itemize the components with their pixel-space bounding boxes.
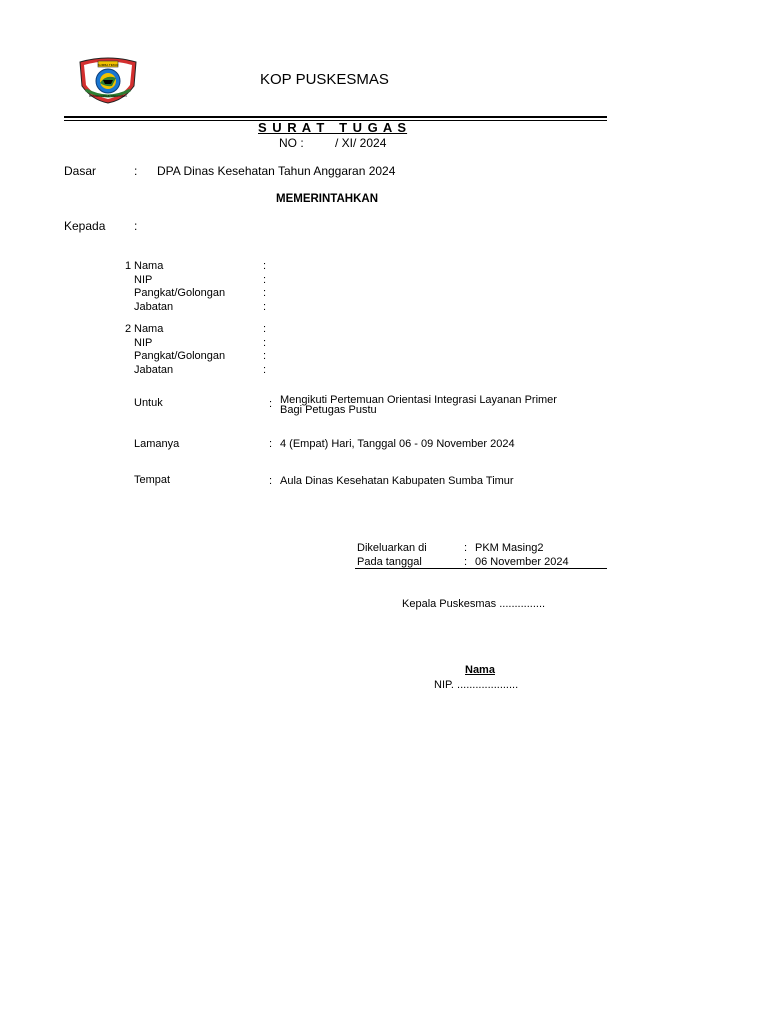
- issued-place-value: PKM Masing2: [475, 542, 544, 554]
- field-colon: :: [263, 337, 267, 349]
- signatory-nip: NIP. ....................: [434, 679, 519, 691]
- untuk-colon: :: [269, 398, 273, 410]
- lamanya-value: 4 (Empat) Hari, Tanggal 06 - 09 November 2024: [280, 438, 515, 450]
- number-value: / XI/ 2024: [335, 136, 387, 150]
- dasar-colon: :: [134, 164, 138, 178]
- field-nama: Nama: [134, 260, 164, 272]
- field-colon: :: [263, 274, 267, 286]
- dasar-label: Dasar: [64, 164, 97, 178]
- issued-date-value: 06 November 2024: [475, 556, 569, 568]
- field-colon: :: [263, 287, 267, 299]
- kepada-colon: :: [134, 219, 138, 233]
- logo-top-text: SUMBA TIMUR: [97, 63, 119, 67]
- logo-bottom-text: MATAWAI AMAHU PADA NJARA: [88, 95, 128, 98]
- person-number: 2: [125, 323, 132, 335]
- document-title: S U R A T T U G A S: [258, 120, 408, 135]
- signatory-title: Kepala Puskesmas ...............: [402, 598, 546, 610]
- untuk-value-line2: Bagi Petugas Pustu: [280, 404, 377, 416]
- field-colon: :: [263, 260, 267, 272]
- issued-place-label: Dikeluarkan di: [357, 542, 427, 554]
- command-heading: MEMERINTAHKAN: [276, 193, 379, 205]
- number-label: NO :: [279, 136, 304, 150]
- regency-logo: [76, 56, 140, 104]
- field-colon: :: [263, 323, 267, 335]
- field-nip: NIP: [134, 337, 153, 349]
- lamanya-colon: :: [269, 438, 273, 450]
- untuk-label: Untuk: [134, 397, 163, 409]
- lamanya-label: Lamanya: [134, 438, 180, 450]
- issued-colon: :: [464, 542, 468, 554]
- field-pangkat: Pangkat/Golongan: [134, 350, 226, 362]
- issued-underline: [355, 568, 607, 569]
- field-nip: NIP: [134, 274, 153, 286]
- field-colon: :: [263, 350, 267, 362]
- signatory-name: Nama: [465, 664, 495, 676]
- person-number: 1: [125, 260, 132, 272]
- kepada-label: Kepada: [64, 219, 106, 233]
- field-nama: Nama: [134, 323, 164, 335]
- field-jabatan: Jabatan: [134, 301, 174, 313]
- issued-colon: :: [464, 556, 468, 568]
- letterhead-title: KOP PUSKESMAS: [260, 71, 389, 88]
- tempat-value: Aula Dinas Kesehatan Kabupaten Sumba Timur: [280, 475, 514, 487]
- dasar-value: DPA Dinas Kesehatan Tahun Anggaran 2024: [157, 164, 396, 178]
- letterhead-rule: [64, 116, 607, 118]
- tempat-colon: :: [269, 475, 273, 487]
- field-colon: :: [263, 301, 267, 313]
- field-colon: :: [263, 364, 267, 376]
- field-pangkat: Pangkat/Golongan: [134, 287, 226, 299]
- untuk-value-line1: Mengikuti Pertemuan Orientasi Integrasi Layanan Primer: [280, 394, 557, 406]
- issued-date-label: Pada tanggal: [357, 556, 422, 568]
- tempat-label: Tempat: [134, 474, 171, 486]
- field-jabatan: Jabatan: [134, 364, 174, 376]
